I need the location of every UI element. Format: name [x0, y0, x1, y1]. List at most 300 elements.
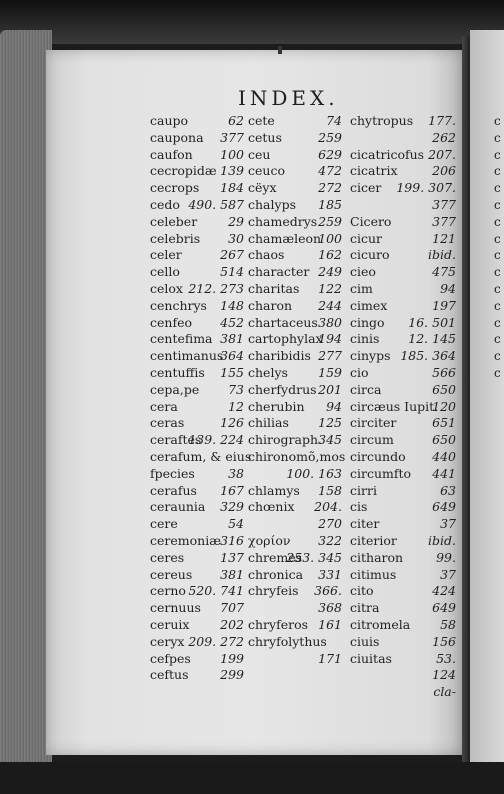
- entry-word: cis: [350, 499, 368, 515]
- entry-word: ceraunia: [150, 499, 206, 515]
- index-entry: [150, 197, 246, 214]
- entry-word: chirograph.: [248, 432, 323, 448]
- entry-page-number: 30: [228, 230, 244, 246]
- entry-page-number: 54: [228, 516, 244, 532]
- entry-word: cerafus: [150, 482, 197, 498]
- index-entry: [350, 365, 458, 382]
- index-entry: [248, 550, 344, 567]
- index-entry: [150, 651, 246, 668]
- entry-page-number: 94: [440, 280, 456, 296]
- entry-word: centefima: [150, 331, 213, 347]
- index-entry: [350, 550, 458, 567]
- facing-page-letter: c: [494, 332, 501, 347]
- entry-page-number: 270: [318, 516, 342, 532]
- index-entry: [150, 348, 246, 365]
- entry-page-number: 331: [318, 566, 342, 582]
- entry-page-number: 139: [220, 163, 244, 179]
- index-entry: [248, 583, 344, 600]
- entry-page-number: 167: [220, 482, 244, 498]
- entry-page-number: 74: [326, 113, 342, 128]
- index-entry: [248, 499, 344, 516]
- entry-word: citra: [350, 600, 380, 616]
- entry-word: chryfeis: [248, 583, 299, 599]
- entry-word: celeber: [150, 213, 198, 229]
- facing-page-letter: c: [494, 265, 501, 280]
- entry-page-number: 249: [318, 264, 342, 280]
- index-entry: [350, 315, 458, 332]
- entry-page-number: 58: [440, 616, 456, 632]
- entry-page-number: 162: [318, 247, 342, 263]
- entry-page-number: 29: [228, 213, 244, 229]
- entry-page-number: cla-: [433, 684, 456, 700]
- index-column-1: [150, 113, 252, 684]
- facing-page-letter: c: [494, 315, 501, 330]
- index-entry: [350, 684, 458, 701]
- entry-word: charon: [248, 297, 293, 313]
- entry-page-number: 262: [432, 129, 456, 145]
- entry-word: chryferos: [248, 616, 309, 632]
- entry-page-number: ibid.: [428, 247, 456, 263]
- entry-page-number: 259: [318, 129, 342, 145]
- entry-word: ciuis: [350, 633, 380, 649]
- index-entry: [150, 399, 246, 416]
- entry-word: citharon: [350, 549, 404, 565]
- index-entry: [350, 483, 458, 500]
- index-entry: [150, 634, 246, 651]
- index-entry: [150, 130, 246, 147]
- index-entry: [248, 281, 344, 298]
- entry-page-number: 62: [228, 113, 244, 128]
- entry-word: cerafum, & eius: [150, 448, 252, 464]
- entry-page-number: 158: [318, 482, 342, 498]
- index-entry: [150, 331, 246, 348]
- index-entry: [248, 348, 344, 365]
- entry-word: cio: [350, 364, 369, 380]
- entry-word: caufon: [150, 146, 193, 162]
- index-entry: [248, 651, 344, 668]
- entry-word: chilias: [248, 415, 289, 431]
- facing-page-letter: c: [494, 349, 501, 364]
- entry-page-number: 209. 272: [188, 633, 244, 649]
- index-entry: [150, 583, 246, 600]
- entry-word: cicur: [350, 230, 383, 246]
- entry-page-number: 650: [432, 381, 456, 397]
- index-entry: [248, 415, 344, 432]
- entry-word: cicer: [350, 180, 382, 196]
- page-block-edges: [0, 30, 52, 770]
- entry-page-number: 121: [432, 230, 456, 246]
- entry-page-number: 253. 345: [286, 549, 342, 565]
- entry-page-number: 12: [228, 398, 244, 414]
- entry-word: ceruix: [150, 616, 190, 632]
- entry-word: caupona: [150, 129, 204, 145]
- entry-word: cefpes: [150, 650, 191, 666]
- entry-word: cingo: [350, 314, 385, 330]
- index-entry: [150, 214, 246, 231]
- entry-word: citer: [350, 516, 380, 532]
- entry-word: cieo: [350, 264, 376, 280]
- index-entry: [350, 231, 458, 248]
- index-entry: [350, 331, 458, 348]
- entry-page-number: 199. 307.: [396, 180, 456, 196]
- index-entry: [350, 415, 458, 432]
- index-entry: [248, 214, 344, 231]
- entry-page-number: 207.: [428, 146, 456, 162]
- index-entry: [248, 180, 344, 197]
- entry-word: chelys: [248, 364, 288, 380]
- index-entry: [350, 130, 458, 147]
- entry-page-number: 649: [432, 499, 456, 515]
- entry-word: chremes: [248, 549, 303, 565]
- index-entry: [248, 449, 344, 466]
- index-entry: [248, 147, 344, 164]
- index-entry: [150, 231, 246, 248]
- entry-page-number: 185: [318, 196, 342, 212]
- entry-page-number: 99.: [436, 549, 456, 565]
- index-entry: [150, 667, 246, 684]
- entry-word: chironomõ,mos: [248, 448, 346, 464]
- entry-page-number: 649: [432, 600, 456, 616]
- entry-page-number: 651: [432, 415, 456, 431]
- entry-word: cecrops: [150, 180, 200, 196]
- index-entry: [350, 667, 458, 684]
- entry-word: caupo: [150, 113, 189, 128]
- entry-page-number: 514: [220, 264, 244, 280]
- entry-word: chryfolythus: [248, 633, 327, 649]
- entry-word: cete: [248, 113, 275, 128]
- index-entry: [150, 415, 246, 432]
- index-entry: [350, 516, 458, 533]
- entry-word: chalyps: [248, 196, 296, 212]
- entry-word: character: [248, 264, 310, 280]
- entry-page-number: 202: [220, 616, 244, 632]
- index-entry: [150, 315, 246, 332]
- entry-word: circundo: [350, 448, 406, 464]
- entry-word: cicatrix: [350, 163, 398, 179]
- entry-page-number: 37: [440, 516, 456, 532]
- index-entry: [350, 567, 458, 584]
- entry-word: cëyx: [248, 180, 277, 196]
- index-column-2: [248, 113, 344, 667]
- entry-page-number: 380: [318, 314, 342, 330]
- index-entry: [350, 634, 458, 651]
- entry-page-number: 368: [318, 600, 342, 616]
- entry-page-number: 156: [432, 633, 456, 649]
- entry-word: cim: [350, 280, 373, 296]
- index-entry: [150, 365, 246, 382]
- page-mark: [278, 46, 282, 54]
- entry-page-number: 177.: [428, 113, 456, 128]
- entry-page-number: 629: [318, 146, 342, 162]
- index-entry: [150, 483, 246, 500]
- entry-word: centimanus: [150, 348, 224, 364]
- entry-word: citerior: [350, 532, 397, 548]
- index-entry: [248, 432, 344, 449]
- entry-page-number: 377: [432, 196, 456, 212]
- index-entry: [350, 147, 458, 164]
- index-entry: [248, 315, 344, 332]
- entry-page-number: 199: [220, 650, 244, 666]
- index-entry: [350, 264, 458, 281]
- index-entry: [350, 600, 458, 617]
- entry-page-number: 159: [318, 364, 342, 380]
- index-entry: [150, 600, 246, 617]
- index-entry: [350, 432, 458, 449]
- entry-page-number: 381: [220, 566, 244, 582]
- index-entry: [248, 533, 344, 550]
- entry-word: cetus: [248, 129, 282, 145]
- entry-word: cicatricofus: [350, 146, 425, 162]
- index-entry: [350, 348, 458, 365]
- index-entry: [350, 197, 458, 214]
- entry-word: chronica: [248, 566, 304, 582]
- index-entry: [248, 197, 344, 214]
- entry-page-number: 345: [318, 432, 342, 448]
- entry-word: cinyps: [350, 348, 391, 364]
- entry-page-number: 472: [318, 163, 342, 179]
- entry-page-number: 520. 741: [188, 583, 244, 599]
- facing-page-letter: c: [494, 164, 501, 179]
- entry-word: chaos: [248, 247, 285, 263]
- entry-page-number: 94: [326, 398, 342, 414]
- entry-word: cimex: [350, 297, 388, 313]
- entry-word: Cicero: [350, 213, 392, 229]
- facing-page-letter: c: [494, 298, 501, 313]
- entry-page-number: 566: [432, 364, 456, 380]
- entry-word: circæus Iupit.: [350, 398, 439, 414]
- index-entry: [248, 483, 344, 500]
- entry-page-number: 707: [220, 600, 244, 616]
- entry-word: chlamys: [248, 482, 300, 498]
- index-entry: [248, 516, 344, 533]
- index-entry: [150, 432, 246, 449]
- entry-word: cecropidæ: [150, 163, 217, 179]
- entry-page-number: 201: [318, 381, 342, 397]
- index-entry: [350, 499, 458, 516]
- entry-word: cenchrys: [150, 297, 207, 313]
- index-entry: [248, 113, 344, 130]
- entry-page-number: 441: [432, 465, 456, 481]
- facing-page-letter: c: [494, 231, 501, 246]
- entry-page-number: 100: [220, 146, 244, 162]
- index-entry: [150, 499, 246, 516]
- entry-page-number: 100: [318, 230, 342, 246]
- entry-word: cedo: [150, 196, 180, 212]
- entry-page-number: 139. 224: [188, 432, 244, 448]
- facing-page-letter: c: [494, 181, 501, 196]
- entry-word: citromela: [350, 616, 411, 632]
- index-entry: [248, 130, 344, 147]
- index-entry: [150, 550, 246, 567]
- entry-page-number: 377: [220, 129, 244, 145]
- index-entry: [150, 163, 246, 180]
- index-entry: [248, 617, 344, 634]
- entry-page-number: 259: [318, 213, 342, 229]
- index-entry: [150, 247, 246, 264]
- entry-word: ceu: [248, 146, 271, 162]
- entry-word: chamæleon: [248, 230, 322, 246]
- entry-word: circiter: [350, 415, 397, 431]
- entry-page-number: 424: [432, 583, 456, 599]
- entry-page-number: 316: [220, 532, 244, 548]
- index-entry: [350, 113, 458, 130]
- entry-word: charitas: [248, 280, 300, 296]
- entry-page-number: 377: [432, 213, 456, 229]
- index-entry: [150, 466, 246, 483]
- index-entry: [350, 466, 458, 483]
- entry-word: cello: [150, 264, 180, 280]
- entry-word: χορίον: [248, 532, 291, 548]
- entry-page-number: 272: [318, 180, 342, 196]
- entry-page-number: 366.: [314, 583, 342, 599]
- entry-word: ceraftes: [150, 432, 202, 448]
- index-entry: [150, 448, 252, 466]
- facing-page-letter: c: [494, 114, 501, 128]
- index-entry: [350, 651, 458, 668]
- index-entry: [350, 180, 458, 197]
- entry-page-number: 277: [318, 348, 342, 364]
- entry-word: cirri: [350, 482, 377, 498]
- entry-page-number: 194: [318, 331, 342, 347]
- entry-page-number: 364: [220, 348, 244, 364]
- index-entry: [150, 567, 246, 584]
- entry-word: cicuro: [350, 247, 390, 263]
- entry-page-number: 137: [220, 549, 244, 565]
- facing-page-letter: c: [494, 147, 501, 162]
- entry-word: cinis: [350, 331, 380, 347]
- entry-page-number: 120: [432, 398, 456, 414]
- entry-word: ceuco: [248, 163, 285, 179]
- index-entry: [350, 281, 458, 298]
- entry-word: celebris: [150, 230, 201, 246]
- entry-page-number: 125: [318, 415, 342, 431]
- index-entry: [248, 331, 344, 348]
- entry-word: ceras: [150, 415, 185, 431]
- facing-page-letters: [494, 113, 501, 382]
- entry-word: ciuitas: [350, 650, 392, 666]
- bottom-shadow: [0, 762, 504, 794]
- entry-page-number: 53.: [436, 650, 456, 666]
- entry-word: ceremoniæ: [150, 532, 221, 548]
- entry-page-number: 124: [432, 667, 456, 683]
- index-entry: [150, 264, 246, 281]
- entry-page-number: ibid.: [428, 532, 456, 548]
- index-entry: [248, 264, 344, 281]
- index-entry: [350, 583, 458, 600]
- entry-word: cartophylax: [248, 331, 323, 347]
- entry-word: cere: [150, 516, 178, 532]
- entry-word: ceftus: [150, 667, 189, 683]
- entry-page-number: 212. 273: [188, 280, 244, 296]
- entry-word: chytropus: [350, 113, 414, 128]
- index-entry: [150, 617, 246, 634]
- entry-word: cepa,pe: [150, 381, 200, 397]
- entry-word: cenfeo: [150, 314, 192, 330]
- index-entry: [150, 298, 246, 315]
- entry-page-number: 38: [228, 465, 244, 481]
- entry-word: chamedrys: [248, 213, 318, 229]
- entry-word: celer: [150, 247, 182, 263]
- book-top-edge: [0, 0, 504, 44]
- index-entry: [350, 247, 458, 264]
- entry-word: circa: [350, 381, 382, 397]
- entry-word: fpecies: [150, 465, 195, 481]
- entry-word: cito: [350, 583, 374, 599]
- entry-page-number: 197: [432, 297, 456, 313]
- index-entry: [350, 617, 458, 634]
- index-entry: [248, 600, 344, 617]
- entry-page-number: 148: [220, 297, 244, 313]
- entry-page-number: 650: [432, 432, 456, 448]
- book-gutter: [462, 36, 470, 766]
- entry-page-number: 16. 501: [408, 314, 456, 330]
- entry-page-number: 267: [220, 247, 244, 263]
- entry-page-number: 37: [440, 566, 456, 582]
- index-entry: [248, 382, 344, 399]
- entry-word: cernuus: [150, 600, 201, 616]
- entry-word: cereus: [150, 566, 193, 582]
- index-entry: [248, 231, 344, 248]
- entry-page-number: 322: [318, 532, 342, 548]
- entry-page-number: 63: [440, 482, 456, 498]
- entry-word: ceryx: [150, 633, 185, 649]
- entry-page-number: 126: [220, 415, 244, 431]
- entry-page-number: 299: [220, 667, 244, 683]
- index-entry: [350, 399, 458, 416]
- index-entry: [248, 298, 344, 315]
- index-entry: [350, 382, 458, 399]
- entry-word: chœnix: [248, 499, 295, 515]
- entry-page-number: 171: [318, 650, 342, 666]
- index-entry: [150, 281, 246, 298]
- index-entry: [350, 163, 458, 180]
- index-entry: [350, 214, 458, 231]
- index-entry: [350, 533, 458, 550]
- index-entry: [248, 163, 344, 180]
- entry-word: charibidis: [248, 348, 311, 364]
- entry-word: citimus: [350, 566, 397, 582]
- entry-page-number: 475: [432, 264, 456, 280]
- index-entry: [350, 298, 458, 315]
- index-entry: [150, 147, 246, 164]
- entry-page-number: 452: [220, 314, 244, 330]
- index-entry: [150, 516, 246, 533]
- entry-page-number: 161: [318, 616, 342, 632]
- page-title: INDEX.: [238, 86, 339, 110]
- index-entry: [350, 449, 458, 466]
- entry-word: cerno: [150, 583, 186, 599]
- facing-page-letter: c: [494, 248, 501, 263]
- facing-page-letter: c: [494, 281, 501, 296]
- facing-page-letter: c: [494, 197, 501, 212]
- entry-word: circumfto: [350, 465, 412, 481]
- entry-page-number: 73: [228, 381, 244, 397]
- entry-page-number: 204.: [314, 499, 342, 515]
- index-entry: [248, 365, 344, 382]
- entry-word: centuffis: [150, 364, 205, 380]
- entry-word: circum: [350, 432, 394, 448]
- entry-page-number: 381: [220, 331, 244, 347]
- entry-page-number: 155: [220, 364, 244, 380]
- entry-page-number: 12. 145: [408, 331, 456, 347]
- entry-word: cera: [150, 398, 178, 414]
- entry-page-number: 100. 163: [286, 465, 342, 481]
- facing-page-letter: c: [494, 130, 501, 145]
- index-entry: [248, 466, 344, 483]
- entry-page-number: 440: [432, 448, 456, 464]
- entry-word: ceres: [150, 549, 185, 565]
- index-entry: [248, 399, 344, 416]
